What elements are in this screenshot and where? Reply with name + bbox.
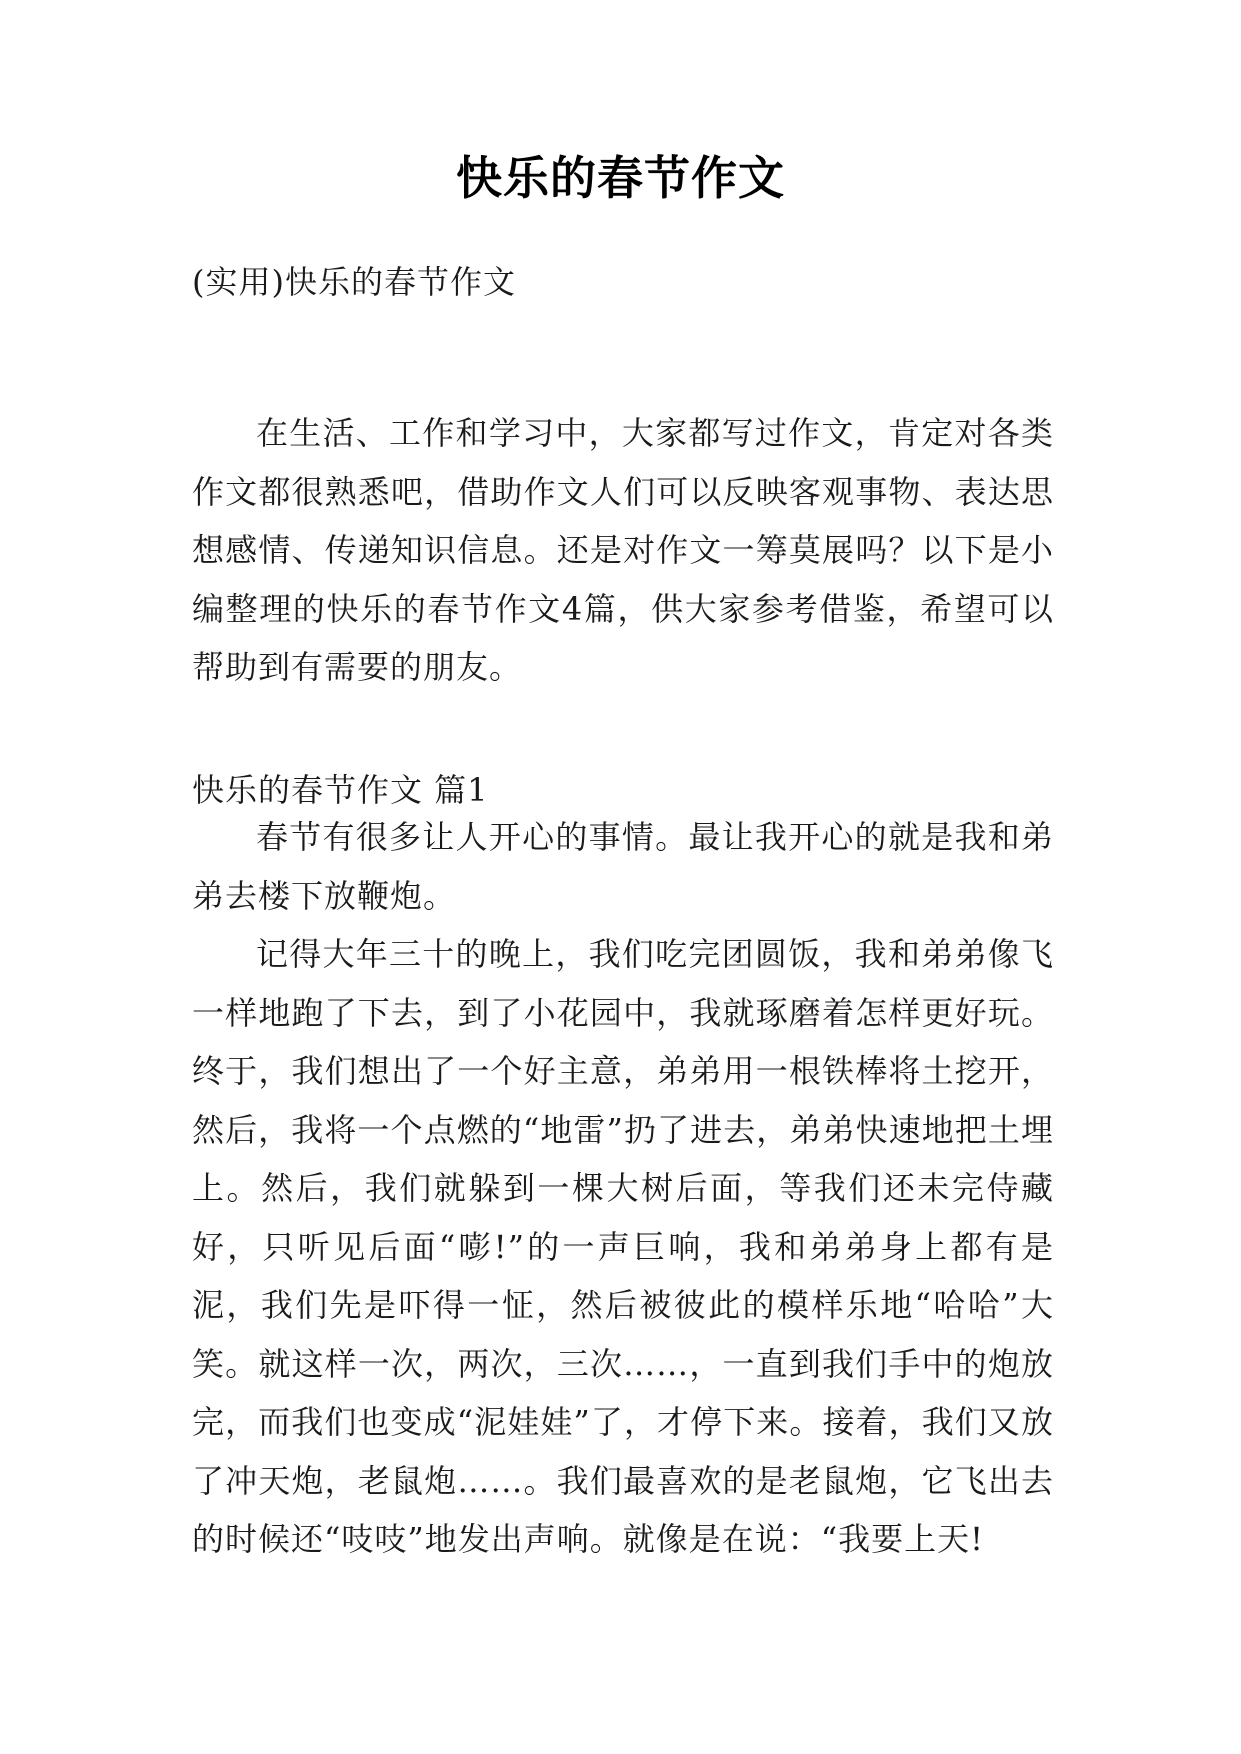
essay-paragraph-2: 记得大年三十的晚上，我们吃完团圆饭，我和弟弟像飞一样地跑了下去，到了小花园中，我就琢磨着怎样更好玩。终于，我们想出了一个好主意，弟弟用一根铁棒将土挖开，然后，我将一个点燃的“地雷”扔了进去，弟弟快速地把土埋上。然后，我们就躲到一棵大树后面，等我们还未完侍藏好，只听见后面“嘭!”的一声巨响，我和弟弟身上都有是泥，我们先是吓得一怔，然后被彼此的模样乐地“哈哈”大笑。就这样一次，两次，三次……，一直到我们手中的炮放完，而我们也变成“泥娃娃”了，才停下来。接着，我们又放了冲天炮，老鼠炮……。我们最喜欢的是老鼠炮，它飞出去的时候还“吱吱”地发出声响。就像是在说：“我要上天!: [192, 935, 1054, 1558]
section-heading: 快乐的春节作文 篇1: [192, 771, 489, 809]
essay-paragraph-1: 春节有很多让人开心的事情。最让我开心的就是我和弟弟去楼下放鞭炮。: [192, 818, 1054, 915]
essay-body: [192, 808, 1054, 1569]
intro-paragraph: 在生活、工作和学习中，大家都写过作文，肯定对各类作文都很熟悉吧，借助作文人们可以反映客观事物、表达思想感情、传递知识信息。还是对作文一筹莫展吗？以下是小编整理的快乐的春节作文4篇，供大家参考借鉴，希望可以帮助到有需要的朋友。: [192, 414, 1054, 686]
document-title: 快乐的春节作文: [456, 151, 785, 205]
document-subtitle: (实用)快乐的春节作文: [192, 263, 516, 301]
